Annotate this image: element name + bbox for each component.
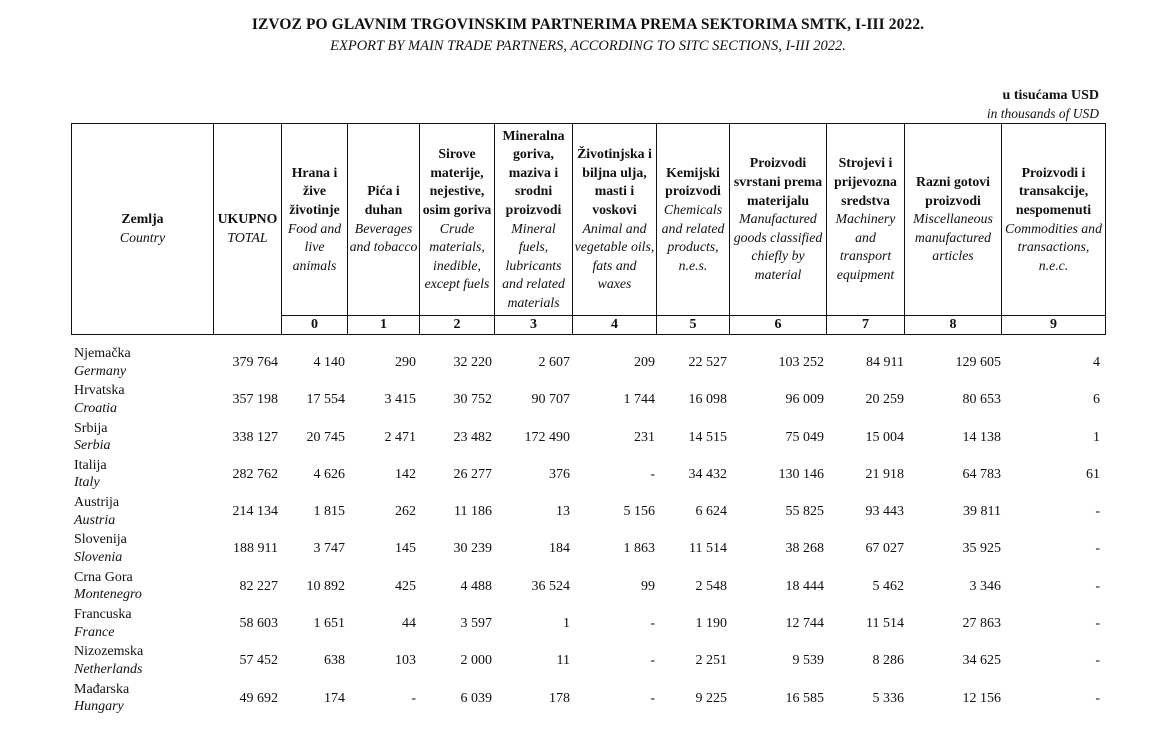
section-value-cell: 638 bbox=[324, 653, 345, 669]
section-value-cell: - bbox=[411, 690, 416, 706]
unit-label-hr: u tisućama USD bbox=[1002, 88, 1099, 103]
country-name-en: Italy bbox=[74, 475, 100, 491]
section-value-cell: 16 585 bbox=[785, 690, 824, 706]
section-value-cell: 6 624 bbox=[695, 504, 727, 520]
header-label-hr: Zemlja bbox=[121, 211, 164, 227]
header-section-6 bbox=[730, 124, 827, 316]
section-value-cell: - bbox=[1095, 541, 1100, 557]
section-value-cell: - bbox=[650, 466, 655, 482]
section-code: 2 bbox=[420, 316, 495, 335]
section-value-cell: 6 039 bbox=[460, 690, 492, 706]
country-cell bbox=[74, 681, 129, 716]
section-value-cell: 20 259 bbox=[865, 392, 904, 408]
section-value-cell: 11 514 bbox=[866, 616, 904, 632]
section-code: 8 bbox=[905, 316, 1002, 335]
section-value-cell: 184 bbox=[549, 541, 570, 557]
section-value-cell: 290 bbox=[395, 355, 416, 370]
country-name-en: Montenegro bbox=[74, 587, 142, 603]
section-value-cell: 17 554 bbox=[306, 392, 345, 408]
total-cell: 57 452 bbox=[239, 653, 278, 669]
section-value-cell: 12 744 bbox=[785, 616, 824, 632]
section-value-cell: 3 747 bbox=[313, 541, 345, 557]
table-row bbox=[71, 567, 1105, 604]
section-value-cell: 14 515 bbox=[688, 429, 727, 445]
header-section-3 bbox=[495, 124, 573, 316]
country-name-en: Hungary bbox=[74, 699, 124, 715]
section-value-cell: 1 744 bbox=[623, 392, 655, 408]
section-value-cell: 96 009 bbox=[785, 392, 824, 408]
total-cell: 188 911 bbox=[233, 541, 278, 557]
section-value-cell: 178 bbox=[549, 690, 570, 706]
section-value-cell: 32 220 bbox=[453, 355, 492, 370]
section-value-cell: 64 783 bbox=[962, 466, 1001, 482]
section-value-cell: 4 bbox=[1093, 355, 1100, 370]
section-value-cell: 35 925 bbox=[962, 541, 1001, 557]
country-cell bbox=[74, 420, 111, 455]
section-value-cell: 1 815 bbox=[313, 504, 345, 520]
section-value-cell: 55 825 bbox=[785, 504, 824, 520]
section-value-cell: 142 bbox=[395, 466, 416, 482]
section-value-cell: 4 488 bbox=[460, 578, 492, 594]
country-cell bbox=[74, 382, 125, 417]
section-value-cell: 61 bbox=[1086, 466, 1100, 482]
country-name-hr: Nizozemska bbox=[74, 644, 144, 660]
section-value-cell: 103 bbox=[395, 653, 416, 669]
header-label-en: Country bbox=[119, 230, 166, 245]
country-name-hr: Mađarska bbox=[74, 681, 130, 697]
header-section-4 bbox=[573, 124, 657, 316]
section-value-cell: 2 251 bbox=[695, 653, 727, 669]
section-value-cell: 209 bbox=[634, 355, 655, 370]
section-value-cell: 1 651 bbox=[313, 616, 345, 632]
header-label-hr: Hrana i žive životinje bbox=[289, 164, 340, 217]
section-value-cell: 130 146 bbox=[778, 466, 824, 482]
section-value-cell: 90 707 bbox=[531, 392, 570, 408]
section-value-cell: 2 000 bbox=[460, 653, 492, 669]
section-value-cell: 425 bbox=[395, 578, 416, 594]
section-code: 0 bbox=[282, 316, 348, 335]
country-name-hr: Srbija bbox=[74, 420, 108, 436]
total-cell: 338 127 bbox=[232, 429, 278, 445]
country-cell bbox=[74, 494, 119, 529]
header-section-9 bbox=[1002, 124, 1106, 316]
unit-label-en: in thousands of USD bbox=[986, 106, 1099, 121]
section-value-cell: 9 539 bbox=[792, 653, 824, 669]
section-value-cell: 172 490 bbox=[524, 429, 570, 445]
table-row bbox=[71, 343, 1105, 380]
section-value-cell: 36 524 bbox=[531, 578, 570, 594]
section-value-cell: 15 004 bbox=[865, 429, 904, 445]
section-code: 3 bbox=[495, 316, 573, 335]
header-section-1 bbox=[348, 124, 420, 316]
header-section-0 bbox=[282, 124, 348, 316]
section-value-cell: 4 140 bbox=[313, 355, 345, 370]
table-row bbox=[71, 679, 1105, 716]
section-value-cell: 30 752 bbox=[453, 392, 492, 408]
table-row bbox=[71, 529, 1105, 566]
country-cell bbox=[74, 531, 127, 566]
section-value-cell: 38 268 bbox=[785, 541, 824, 557]
header-label-en: Animal and vegetable oils, fats and waxes bbox=[574, 220, 655, 292]
section-value-cell: 44 bbox=[402, 616, 416, 632]
header-label-en: Food and live animals bbox=[287, 220, 342, 273]
country-cell bbox=[74, 345, 131, 380]
header-label-en: Beverages and tobacco bbox=[349, 220, 418, 255]
country-name-hr: Hrvatska bbox=[74, 383, 125, 399]
header-label-en: Commodities and transactions, n.e.c. bbox=[1005, 220, 1102, 273]
header-section-5 bbox=[657, 124, 730, 316]
section-value-cell: - bbox=[1095, 504, 1100, 520]
section-value-cell: 84 911 bbox=[866, 355, 904, 370]
section-value-cell: 14 138 bbox=[962, 429, 1001, 445]
table-row bbox=[71, 492, 1105, 529]
table-row bbox=[71, 641, 1105, 678]
country-cell bbox=[74, 606, 132, 641]
country-name-en: Slovenia bbox=[74, 549, 123, 565]
section-value-cell: - bbox=[650, 653, 655, 669]
header-label-en: Miscellaneous manufactured articles bbox=[913, 211, 993, 264]
section-value-cell: 5 336 bbox=[872, 690, 904, 706]
country-cell bbox=[74, 643, 143, 678]
section-code: 7 bbox=[827, 316, 905, 335]
table-subtitle: EXPORT BY MAIN TRADE PARTNERS, ACCORDING TO SITC SECTIONS, I-III 2022. bbox=[330, 38, 846, 54]
section-value-cell: 1 863 bbox=[623, 541, 655, 557]
total-cell: 214 134 bbox=[232, 504, 278, 520]
header-label-hr: Strojevi i prijevozna sredstva bbox=[834, 155, 897, 208]
section-value-cell: 27 863 bbox=[962, 616, 1001, 632]
section-value-cell: 11 514 bbox=[689, 541, 727, 557]
section-value-cell: 75 049 bbox=[785, 429, 824, 445]
country-name-hr: Francuska bbox=[74, 607, 132, 623]
section-value-cell: 13 bbox=[556, 504, 570, 520]
table-row bbox=[71, 380, 1105, 417]
header-label-hr: Mineralna goriva, maziva i srodni proizvodi bbox=[502, 127, 565, 217]
section-value-cell: 11 bbox=[556, 653, 570, 669]
section-value-cell: 3 415 bbox=[384, 392, 416, 408]
header-label-en: Machinery and transport equipment bbox=[835, 211, 896, 282]
section-value-cell: 174 bbox=[324, 690, 345, 706]
header-country bbox=[72, 124, 214, 335]
section-value-cell: 22 527 bbox=[688, 355, 727, 370]
section-value-cell: 11 186 bbox=[454, 504, 492, 520]
header-label-hr: Proizvodi i transakcije, nespomenuti bbox=[1015, 164, 1092, 217]
header-label-hr: Proizvodi svrstani prema materijalu bbox=[733, 155, 823, 208]
header-section-8 bbox=[905, 124, 1002, 316]
section-value-cell: 30 239 bbox=[453, 541, 492, 557]
header-label-en: Mineral fuels, lubricants and related materials bbox=[502, 220, 565, 310]
section-value-cell: 16 098 bbox=[688, 392, 727, 408]
country-name-hr: Crna Gora bbox=[74, 569, 133, 585]
section-value-cell: 129 605 bbox=[955, 355, 1001, 370]
table-row bbox=[71, 455, 1105, 492]
section-value-cell: 3 346 bbox=[969, 578, 1001, 594]
table-row bbox=[71, 418, 1105, 455]
country-cell bbox=[74, 569, 142, 604]
country-name-hr: Slovenija bbox=[74, 532, 127, 548]
section-value-cell: 5 156 bbox=[623, 504, 655, 520]
country-name-hr: Italija bbox=[74, 457, 107, 473]
section-value-cell: 67 027 bbox=[865, 541, 904, 557]
section-value-cell: 1 190 bbox=[695, 616, 727, 632]
section-value-cell: 39 811 bbox=[963, 504, 1001, 520]
section-value-cell: 1 bbox=[563, 616, 570, 632]
section-value-cell: 18 444 bbox=[785, 578, 824, 594]
section-value-cell: 20 745 bbox=[306, 429, 345, 445]
section-value-cell: 93 443 bbox=[865, 504, 904, 520]
header-section-7 bbox=[827, 124, 905, 316]
total-cell: 82 227 bbox=[239, 578, 278, 594]
table-title: IZVOZ PO GLAVNIM TRGOVINSKIM PARTNERIMA PREMA SEKTORIMA SMTK, I-III 2022. bbox=[251, 16, 925, 33]
header-label-en: Crude materials, inedible, except fuels bbox=[424, 220, 490, 292]
section-value-cell: 145 bbox=[395, 541, 416, 557]
country-cell bbox=[74, 457, 107, 492]
section-value-cell: 5 462 bbox=[872, 578, 904, 594]
table-header bbox=[71, 123, 1106, 335]
section-code: 6 bbox=[730, 316, 827, 335]
total-cell: 357 198 bbox=[232, 392, 278, 408]
section-value-cell: 23 482 bbox=[453, 429, 492, 445]
section-value-cell: 3 597 bbox=[460, 616, 492, 632]
section-value-cell: 4 626 bbox=[313, 466, 345, 482]
section-value-cell: 21 918 bbox=[865, 466, 904, 482]
section-value-cell: - bbox=[650, 690, 655, 706]
section-code: 4 bbox=[573, 316, 657, 335]
header-label-en: TOTAL bbox=[227, 230, 268, 245]
header-label-en: Manufactured goods classified chiefly by material bbox=[733, 211, 823, 282]
header-label-hr: Pića i duhan bbox=[364, 183, 403, 217]
country-name-hr: Austrija bbox=[74, 495, 120, 511]
section-value-cell: 2 607 bbox=[538, 355, 570, 370]
header-label-hr: Kemijski proizvodi bbox=[665, 164, 721, 199]
total-cell: 379 764 bbox=[232, 355, 278, 370]
table-row bbox=[71, 604, 1105, 641]
section-value-cell: 6 bbox=[1093, 392, 1100, 408]
country-name-en: Netherlands bbox=[74, 661, 143, 677]
section-code: 9 bbox=[1002, 316, 1106, 335]
section-code: 1 bbox=[348, 316, 420, 335]
section-value-cell: 2 548 bbox=[695, 578, 727, 594]
section-value-cell: 26 277 bbox=[453, 466, 492, 482]
header-label-hr: Sirove materije, nejestive, osim goriva bbox=[422, 146, 492, 217]
section-value-cell: 231 bbox=[634, 429, 655, 445]
section-value-cell: 9 225 bbox=[695, 690, 727, 706]
country-name-en: Croatia bbox=[74, 400, 118, 416]
section-value-cell: 34 625 bbox=[962, 653, 1001, 669]
header-label-en: Chemicals and related products, n.e.s. bbox=[661, 201, 725, 273]
country-name-en: France bbox=[74, 624, 115, 640]
country-name-en: Serbia bbox=[74, 438, 111, 454]
section-code: 5 bbox=[657, 316, 730, 335]
section-value-cell: 2 471 bbox=[384, 429, 416, 445]
header-total bbox=[214, 124, 282, 335]
header-label-hr: UKUPNO bbox=[217, 211, 278, 227]
section-value-cell: - bbox=[1095, 578, 1100, 594]
section-value-cell: 1 bbox=[1093, 429, 1100, 445]
section-value-cell: 12 156 bbox=[962, 690, 1001, 706]
section-value-cell: 99 bbox=[641, 578, 655, 594]
section-value-cell: 10 892 bbox=[306, 578, 345, 594]
total-cell: 58 603 bbox=[239, 616, 278, 632]
table-body bbox=[71, 343, 1105, 716]
section-value-cell: - bbox=[1095, 616, 1100, 632]
header-label-hr: Razni gotovi proizvodi bbox=[916, 174, 990, 208]
header-section-2 bbox=[420, 124, 495, 316]
section-value-cell: 103 252 bbox=[778, 355, 824, 370]
header-label-hr: Životinjska i biljna ulja, masti i voskovi bbox=[577, 146, 652, 217]
total-cell: 49 692 bbox=[239, 690, 278, 706]
section-value-cell: - bbox=[650, 616, 655, 632]
country-name-hr: Njemačka bbox=[74, 346, 131, 361]
section-value-cell: - bbox=[1095, 690, 1100, 706]
section-value-cell: 34 432 bbox=[688, 466, 727, 482]
country-name-en: Austria bbox=[74, 512, 116, 528]
section-value-cell: 262 bbox=[395, 504, 416, 520]
section-value-cell: 80 653 bbox=[962, 392, 1001, 408]
total-cell: 282 762 bbox=[232, 466, 278, 482]
section-value-cell: 376 bbox=[549, 466, 570, 482]
country-name-en: Germany bbox=[74, 363, 127, 379]
section-value-cell: 8 286 bbox=[872, 653, 904, 669]
section-value-cell: - bbox=[1095, 653, 1100, 669]
